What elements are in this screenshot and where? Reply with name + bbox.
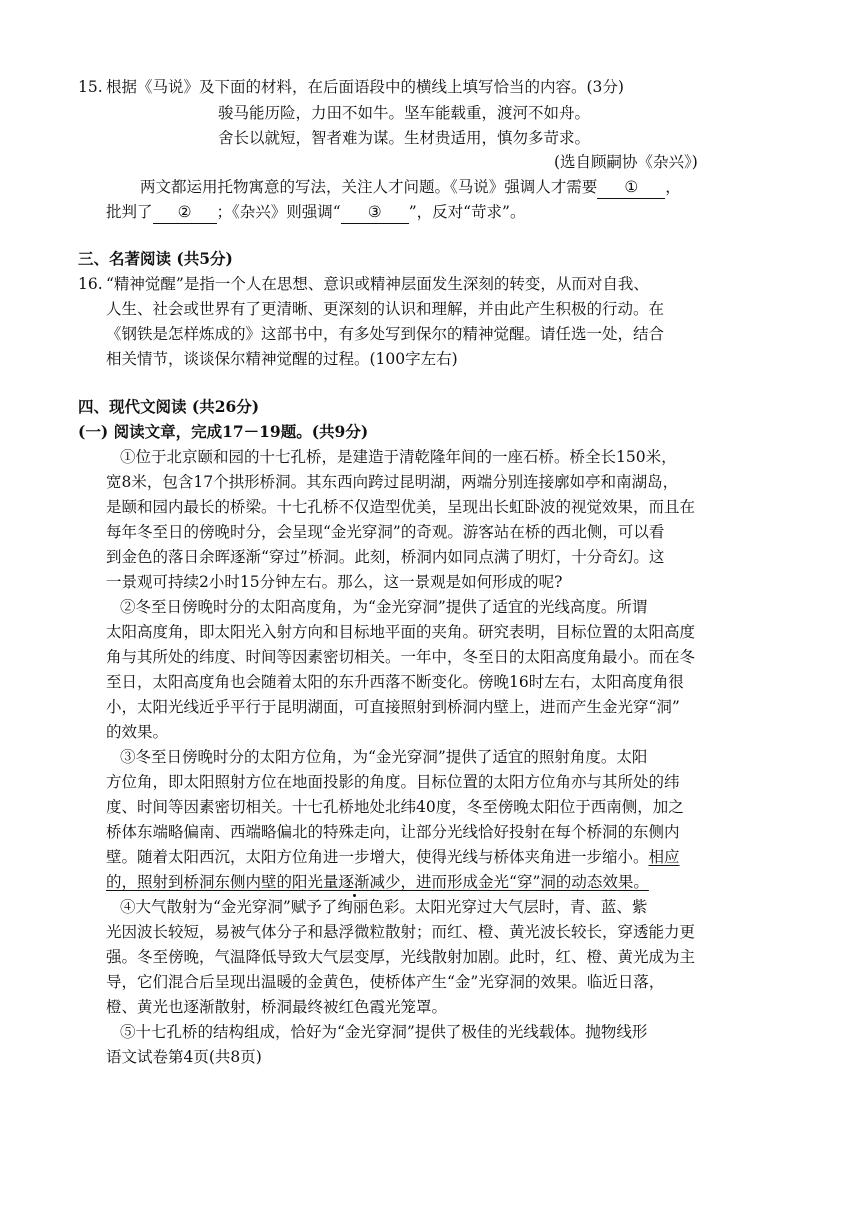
q15-poem-line1: 骏马能历险，力田不如牛。坚车能载重，渡河不如舟。 xyxy=(218,104,591,122)
answer-blank-3[interactable]: ③ xyxy=(341,201,409,224)
p2-line: 太阳高度角，即太阳光入射方向和目标地平面的夹角。研究表明，目标位置的太阳高度 xyxy=(106,623,696,641)
page-footer: 语文试卷第4页(共8页) xyxy=(106,1048,262,1066)
underlined-text: 的，照射到桥洞东侧内壁的阳光量 xyxy=(106,873,339,891)
q15-stem: 根据《马说》及下面的材料，在后面语段中的横线上填写恰当的内容。(3分) xyxy=(106,78,624,96)
p2-line: 角与其所处的纬度、时间等因素密切相关。一年中，冬至日的太阳高度角最小。而在冬 xyxy=(106,648,696,666)
p3-line: 桥体东端略偏南、西端略偏北的特殊走向，让部分光线恰好投射在每个桥洞的东侧内 xyxy=(106,823,680,841)
q15-text-a: 两文都运用托物寓意的写法，关注人才问题。《马说》强调人才需要 xyxy=(140,178,598,196)
p4-line: ④大气散射为“金光穿洞”赋予了绚丽色彩。太阳光穿过大气层时，青、蓝、紫 xyxy=(120,898,648,916)
q15-paragraph-line2 xyxy=(106,201,525,224)
p1-line: 一景观可持续2小时15分钟左右。那么，这一景观是如何形成的呢? xyxy=(106,573,563,591)
q15-paragraph-line1 xyxy=(140,176,681,199)
p1-line: 是颐和园内最长的桥梁。十七孔桥不仅造型优美，呈现出长虹卧波的视觉效果，而且在 xyxy=(106,498,696,516)
q15-text-e: ”，反对“苛求”。 xyxy=(408,203,526,221)
p2-line: 小，太阳光线近乎平行于昆明湖面，可直接照射到桥洞内壁上，进而产生金光穿“洞” xyxy=(106,698,680,716)
p2-line: 至日，太阳高度角也会随着太阳的东升西落不断变化。傍晚16时左右，太阳高度角很 xyxy=(106,673,684,691)
dotted-emphasis-text: 逐渐 xyxy=(338,873,370,891)
p4-line: 光因波长较短，易被气体分子和悬浮微粒散射；而红、橙、黄光波长较长，穿透能力更 xyxy=(106,923,696,941)
p4-line: 强。冬至傍晚，气温降低导致大气层变厚，光线散射加剧。此时，红、橙、黄光成为主 xyxy=(106,948,696,966)
section4-sub1-title: (一) 阅读文章，完成17－19题。(共9分) xyxy=(78,422,369,441)
section3-title: 三、名著阅读 (共5分) xyxy=(78,249,233,268)
q15-text-d: ；《杂兴》则强调“ xyxy=(216,203,341,221)
q16-line3: 《钢铁是怎样炼成的》这部书中，有多处写到保尔的精神觉醒。请任选一处，结合 xyxy=(106,325,665,343)
q15-source: (选自顾嗣协《杂兴》) xyxy=(554,153,698,171)
p2-line: ②冬至日傍晚时分的太阳高度角，为“金光穿洞”提供了适宜的光线高度。所谓 xyxy=(120,598,648,616)
p3-underlined-line xyxy=(106,871,649,893)
p1-line: 宽8米，包含17个拱形桥洞。其东西向跨过昆明湖，两端分别连接廓如亭和南湖岛， xyxy=(106,473,679,491)
q16-line4: 相关情节，谈谈保尔精神觉醒的过程。(100字左右) xyxy=(106,350,458,368)
answer-blank-2[interactable]: ② xyxy=(153,201,217,224)
p3-line: 度、时间等因素密切相关。十七孔桥地处北纬40度，冬至傍晚太阳位于西南侧，加之 xyxy=(106,798,684,816)
p3-line: 方位角，即太阳照射方位在地面投影的角度。目标位置的太阳方位角亦与其所处的纬 xyxy=(106,773,680,791)
p2-line: 的效果。 xyxy=(106,723,169,741)
q16-line1: “精神觉醒”是指一个人在思想、意识或精神层面发生深刻的转变，从而对自我、 xyxy=(106,275,649,293)
q15-text-c: 批判了 xyxy=(106,203,153,221)
underlined-text: 相应 xyxy=(648,848,680,866)
p5-line: ⑤十七孔桥的结构组成，恰好为“金光穿洞”提供了极佳的光线载体。抛物线形 xyxy=(120,1023,648,1041)
answer-blank-1[interactable]: ① xyxy=(597,176,665,199)
q16-number: 16. xyxy=(78,275,103,293)
p1-line: 每年冬至日的傍晚时分，会呈现“金光穿洞”的奇观。游客站在桥的西北侧，可以看 xyxy=(106,523,665,541)
p1-line: 到金色的落日余晖逐渐“穿过”桥洞。此刻，桥洞内如同点满了明灯，十分奇幻。这 xyxy=(106,548,665,566)
p3-line-text: 壁。随着太阳西沉，太阳方位角进一步增大，使得光线与桥体夹角进一步缩小。 xyxy=(106,848,649,866)
p1-line: ①位于北京颐和园的十七孔桥，是建造于清乾隆年间的一座石桥。桥全长150米， xyxy=(120,448,677,466)
q15-number: 15. xyxy=(78,78,103,96)
p4-line: 导，它们混合后呈现出温暖的金黄色，使桥体产生“金”光穿洞的效果。临近日落， xyxy=(106,973,665,991)
q15-poem-line2: 舍长以就短，智者难为谋。生材贵适用，慎勿多苛求。 xyxy=(218,129,591,147)
p4-line: 橙、黄光也逐渐散射，桥洞最终被红色霞光笼罩。 xyxy=(106,998,448,1016)
q15-text-b: ， xyxy=(665,178,681,196)
section4-title: 四、现代文阅读 (共26分) xyxy=(78,397,260,416)
underlined-text: 减少，进而形成金光“穿”洞的动态效果。 xyxy=(369,873,649,891)
q16-line2: 人生、社会或世界有了更清晰、更深刻的认识和理解，并由此产生积极的行动。在 xyxy=(106,300,665,318)
p3-line xyxy=(106,846,680,868)
p3-line: ③冬至日傍晚时分的太阳方位角，为“金光穿洞”提供了适宜的照射角度。太阳 xyxy=(120,748,648,766)
